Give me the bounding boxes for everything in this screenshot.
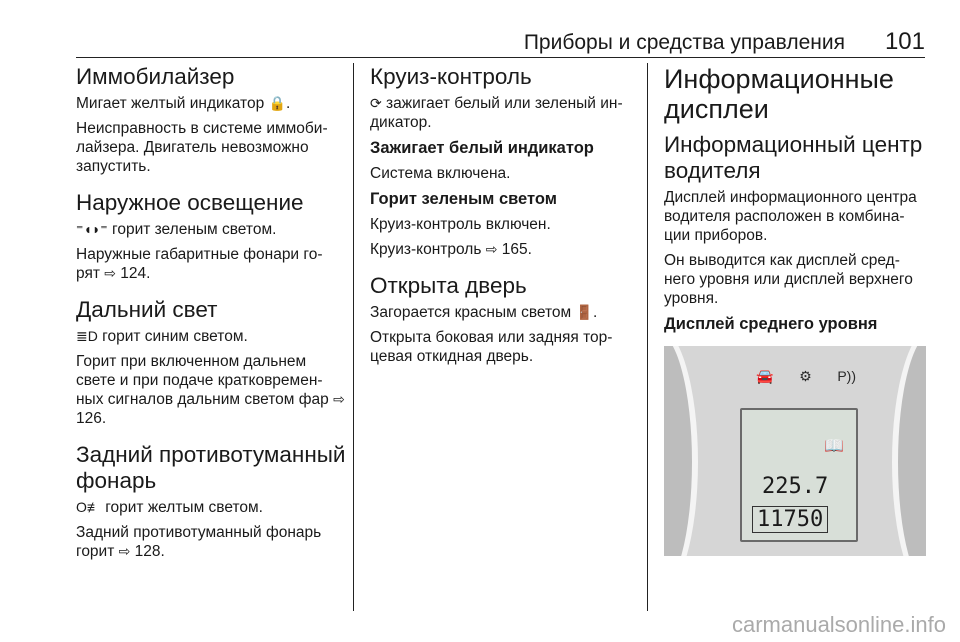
odometer-readout: 11750 <box>752 506 828 533</box>
book-icon: 📖 <box>824 438 844 455</box>
page-number: 101 <box>884 28 925 55</box>
section-title-rear-fog: Задний противотуманный фонарь <box>76 442 346 493</box>
text-run: горит синим светом. <box>97 328 248 345</box>
rear-fog-text-2 <box>76 523 346 561</box>
subheading-green: Горит зеленым светом <box>370 190 557 208</box>
cruise-text-1 <box>370 94 640 132</box>
exterior-lights-text-2 <box>76 245 346 283</box>
page-ref-arrow-icon: ⇨ <box>104 265 116 281</box>
dic-text-1: Дисплей информационного центра водителя расположен в комбина-ции приборов. <box>664 189 917 244</box>
text-run: горит желтым светом. <box>100 499 263 516</box>
immobilizer-text-2: Неисправность в системе иммоби-лайзера. Двигатель невозможно запустить. <box>76 120 328 175</box>
warning-icons-row <box>756 368 856 385</box>
text-run: . <box>592 304 598 321</box>
high-beam-text-2 <box>76 352 346 428</box>
instrument-cluster-image <box>664 346 926 556</box>
text-run: 165. <box>497 241 532 258</box>
gauge-ring-right <box>892 346 926 556</box>
car-icon: 🚘 <box>756 368 774 384</box>
section-title-info-displays: Информационные дисплеи <box>664 64 894 124</box>
door-open-icon: 🚪 <box>575 304 593 320</box>
exterior-lights-text-1 <box>76 220 346 239</box>
section-title-high-beam: Дальний свет <box>76 297 218 322</box>
white-text: Система включена. <box>370 165 511 182</box>
page-ref-arrow-icon: ⇨ <box>118 543 131 559</box>
text-run: . <box>285 95 291 112</box>
gauge-ring-left <box>664 346 698 556</box>
immobilizer-icon: 🔒 <box>268 95 286 111</box>
column-divider-2 <box>647 63 648 611</box>
column-2 <box>370 64 640 372</box>
door-text-2: Открыта боковая или задняя тор-цевая откидная дверь. <box>370 329 613 365</box>
section-title-immobilizer: Иммобилайзер <box>76 64 235 89</box>
page-header <box>0 28 925 56</box>
watermark: carmanualsonline.info <box>731 612 946 637</box>
text-run: Круиз-контроль <box>370 241 486 258</box>
high-beam-text-1 <box>76 327 346 346</box>
text-run: зажигает белый или зеленый ин-дикатор. <box>370 95 623 131</box>
service-icon: ⚙ <box>799 368 812 384</box>
dic-text-2: Он выводится как дисплей сред-него уровня или дисплей верхнего уровня. <box>664 252 913 307</box>
text-run: Загорается красным светом <box>370 304 576 321</box>
subheading-white: Зажигает белый индикатор <box>370 139 594 157</box>
page-ref-arrow-icon: ⇨ <box>485 241 498 257</box>
text-run: 124. <box>115 265 151 282</box>
section-title-driver-info-centre: Информационный центр водителя <box>664 132 923 183</box>
parking-assist-icon: P)) <box>837 368 856 384</box>
column-1 <box>76 64 346 567</box>
header-title: Приборы и средства управления <box>523 31 845 54</box>
lcd-screen <box>740 408 858 542</box>
high-beam-icon: ≣D <box>76 328 98 344</box>
page-ref-arrow-icon: ⇨ <box>333 391 345 407</box>
text-run: 126. <box>76 410 107 427</box>
text-run: горит зеленым светом. <box>107 221 277 238</box>
text-run: 128. <box>130 543 165 560</box>
header-rule <box>76 57 925 58</box>
immobilizer-text-1 <box>76 94 346 113</box>
text-run: Горит при включенном дальнем свете и при подаче кратковремен-ных сигналов дальним светом фар <box>76 353 334 408</box>
cruise-control-icon: ⟳ <box>370 95 382 111</box>
section-title-exterior-lights: Наружное освещение <box>76 190 304 215</box>
section-title-door-open: Открыта дверь <box>370 273 527 298</box>
section-title-cruise-control: Круиз-контроль <box>370 64 532 89</box>
green-text-1: Круиз-контроль включен. <box>370 216 551 233</box>
text-run: Наружные габаритные фонари го-рят <box>76 246 323 282</box>
text-run: Мигает желтый индикатор <box>76 95 269 112</box>
trip-readout: 225.7 <box>762 474 829 499</box>
door-text-1 <box>370 303 640 322</box>
text-run: Задний противотуманный фонарь горит <box>76 524 322 560</box>
subheading-mid-level-display: Дисплей среднего уровня <box>664 315 878 333</box>
column-divider-1 <box>353 63 354 611</box>
side-lights-icon: ⁼◖◗⁼ <box>76 221 108 237</box>
column-3 <box>664 64 930 556</box>
rear-fog-icon: O≢ <box>76 499 101 515</box>
rear-fog-text-1 <box>76 498 346 517</box>
green-text-2 <box>370 240 640 259</box>
